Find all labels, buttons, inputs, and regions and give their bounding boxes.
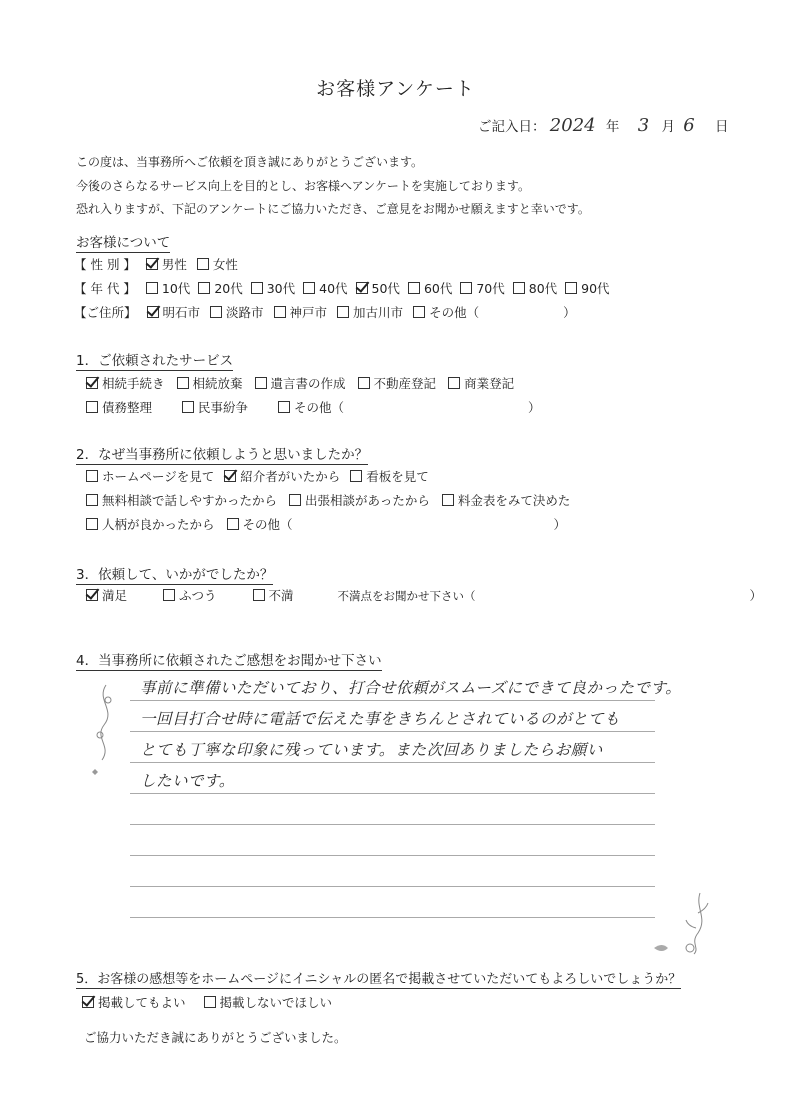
q3-complaint-label: 不満点をお聞かせ下さい（ — [337, 589, 476, 603]
option-label: 50代 — [371, 281, 400, 296]
option-label: 掲載してもよい — [98, 995, 186, 1010]
checked-box-icon[interactable] — [86, 377, 98, 389]
option-checkbox[interactable] — [86, 515, 215, 533]
checked-box-icon[interactable] — [224, 470, 236, 482]
option-checkbox[interactable] — [358, 374, 437, 392]
option-label: 商業登記 — [464, 376, 515, 391]
option-label: 民事紛争 — [198, 400, 249, 415]
answer-line-1 — [130, 700, 655, 701]
q5-row — [82, 993, 350, 1011]
unchecked-box-icon[interactable] — [197, 258, 209, 270]
option-label: 看板を見て — [366, 469, 429, 484]
intro-line-1: この度は、当事務所へご依頼を頂き誠にありがとうございます。 — [76, 155, 424, 169]
option-checkbox[interactable] — [86, 374, 165, 392]
unchecked-box-icon[interactable] — [408, 282, 420, 294]
option-label: 60代 — [423, 281, 453, 296]
unchecked-box-icon[interactable] — [86, 470, 98, 482]
option-label: その他（ — [242, 517, 293, 532]
intro-line-3: 恐れ入りますが、下記のアンケートにご協力いただき、ご意見をお聞かせ願えますと幸いです。 — [76, 202, 590, 216]
unchecked-box-icon[interactable] — [460, 282, 472, 294]
answer-line-2 — [130, 731, 655, 732]
closing-message: ご協力いただき誠にありがとうございました。 — [84, 1030, 347, 1045]
unchecked-box-icon[interactable] — [177, 377, 189, 389]
option-checkbox[interactable] — [197, 255, 238, 273]
answer-line-4 — [130, 793, 655, 794]
q3-heading: 3．依頼して、いかがでしたか？ — [76, 563, 273, 585]
date-label: ご記入日： — [478, 119, 546, 135]
unchecked-box-icon[interactable] — [210, 306, 222, 318]
q2-row-3 — [86, 515, 566, 533]
option-label: 女性 — [212, 257, 238, 272]
option-label: その他（ — [429, 305, 480, 320]
option-checkbox[interactable] — [82, 993, 186, 1011]
q1-other-close: ） — [528, 400, 541, 415]
q1-heading: 1．ご依頼されたサービス — [76, 349, 233, 371]
q4-heading: 4．当事務所に依頼されたご感想をお聞かせ下さい — [76, 649, 382, 671]
option-checkbox[interactable] — [513, 279, 557, 297]
checked-box-icon[interactable] — [356, 282, 368, 294]
page-title: お客様アンケート — [316, 78, 475, 100]
option-label: 掲載しないでほしい — [219, 995, 333, 1010]
option-label: 不満 — [268, 588, 294, 603]
date-month: 3 — [637, 115, 650, 136]
option-label: 料金表をみて決めた — [457, 493, 571, 508]
option-label: 出張相談があったから — [305, 493, 430, 508]
option-checkbox[interactable] — [565, 279, 609, 297]
unchecked-box-icon[interactable] — [358, 377, 370, 389]
q3-complaint-close: ） — [749, 588, 763, 603]
unchecked-box-icon[interactable] — [448, 377, 460, 389]
option-label: 紹介者がいたから — [240, 469, 341, 484]
date-month-unit: 月 — [661, 119, 675, 135]
option-label: 相続手続き — [102, 376, 165, 391]
unchecked-box-icon[interactable] — [442, 494, 454, 506]
answer-text-1: 事前に準備いただいており、打合せ依頼がスムーズにできて良かったです。 — [140, 679, 682, 697]
q2-row-1 — [86, 467, 439, 485]
option-checkbox[interactable] — [251, 279, 295, 297]
answer-text-4: したいです。 — [140, 772, 235, 790]
option-label: 90代 — [581, 281, 610, 296]
answer-line-8 — [130, 917, 655, 918]
q2-other-close: ） — [553, 517, 567, 532]
option-label: 淡路市 — [226, 305, 264, 320]
unchecked-box-icon[interactable] — [513, 282, 525, 294]
gender-label: 【 性 別 】 — [74, 257, 136, 272]
residence-other-close: ） — [563, 305, 576, 320]
option-label: 70代 — [476, 281, 505, 296]
intro-line-2: 今後のさらなるサービス向上を目的とし、お客様へアンケートを実施しております。 — [76, 179, 530, 193]
checked-box-icon[interactable] — [82, 996, 94, 1008]
answer-line-6 — [130, 855, 655, 856]
option-checkbox[interactable] — [198, 279, 242, 297]
option-label: 20代 — [214, 281, 243, 296]
option-checkbox[interactable] — [278, 398, 344, 416]
date-day-unit: 日 — [715, 119, 729, 135]
unchecked-box-icon[interactable] — [227, 518, 239, 530]
unchecked-box-icon[interactable] — [251, 282, 263, 294]
age-label: 【 年 代 】 — [74, 281, 136, 296]
unchecked-box-icon[interactable] — [198, 282, 210, 294]
option-label: 80代 — [528, 281, 558, 296]
answer-text-2: 一回目打合せ時に電話で伝えた事をきちんとされているのがとても — [140, 710, 621, 728]
option-label: 相続放棄 — [192, 376, 243, 391]
option-checkbox[interactable] — [86, 398, 152, 416]
q2-heading: 2．なぜ当事務所に依頼しようと思いましたか？ — [76, 443, 368, 465]
option-checkbox[interactable] — [227, 515, 293, 533]
option-label: 10代 — [161, 281, 191, 296]
option-checkbox[interactable] — [146, 279, 190, 297]
option-checkbox[interactable] — [255, 374, 346, 392]
option-checkbox[interactable] — [163, 586, 217, 604]
option-label: ふつう — [179, 588, 217, 603]
unchecked-box-icon[interactable] — [204, 996, 216, 1008]
answer-text-3: とても丁寧な印象に残っています。また次回ありましたらお願い — [140, 741, 603, 759]
option-checkbox[interactable] — [253, 586, 294, 604]
option-label: 債務整理 — [102, 400, 153, 415]
unchecked-box-icon[interactable] — [255, 377, 267, 389]
option-label: 人柄が良かったから — [102, 517, 215, 532]
option-checkbox[interactable] — [224, 467, 340, 485]
date-day: 6 — [683, 115, 695, 136]
q2-row-2 — [86, 491, 582, 509]
option-checkbox[interactable] — [274, 303, 328, 321]
age-row — [74, 279, 618, 297]
unchecked-box-icon[interactable] — [303, 282, 315, 294]
unchecked-box-icon[interactable] — [86, 401, 98, 413]
option-label: 満足 — [102, 588, 128, 603]
option-label: ホームページを見て — [102, 469, 215, 484]
option-checkbox[interactable] — [182, 398, 248, 416]
option-label: 40代 — [319, 281, 348, 296]
unchecked-box-icon[interactable] — [253, 589, 265, 601]
q1-row-2 — [86, 398, 541, 416]
date-year: 2024 — [549, 115, 596, 136]
option-checkbox[interactable] — [204, 993, 333, 1011]
unchecked-box-icon[interactable] — [163, 589, 175, 601]
gender-row — [74, 255, 248, 273]
option-label: その他（ — [294, 400, 345, 415]
unchecked-box-icon[interactable] — [182, 401, 194, 413]
date-year-unit: 年 — [605, 119, 620, 135]
option-label: 加古川市 — [353, 305, 404, 320]
q5-heading: 5．お客様の感想等をホームページにイニシャルの匿名で掲載させていただいてもよろしいでしょうか？ — [76, 968, 681, 989]
unchecked-box-icon[interactable] — [278, 401, 290, 413]
option-checkbox[interactable] — [337, 303, 403, 321]
option-checkbox[interactable] — [442, 491, 571, 509]
option-label: 神戸市 — [289, 305, 328, 320]
unchecked-box-icon[interactable] — [86, 518, 98, 530]
option-checkbox[interactable] — [460, 279, 504, 297]
option-label: 遺言書の作成 — [270, 376, 346, 391]
checked-box-icon[interactable] — [86, 589, 98, 601]
option-label: 不動産登記 — [373, 376, 437, 391]
q3-row — [86, 586, 762, 604]
checked-box-icon[interactable] — [147, 306, 159, 318]
unchecked-box-icon[interactable] — [337, 306, 349, 318]
answer-line-5 — [130, 824, 655, 825]
option-label: 明石市 — [162, 305, 201, 320]
option-checkbox[interactable] — [289, 491, 430, 509]
answer-line-7 — [130, 886, 655, 887]
entry-date — [478, 115, 729, 136]
option-checkbox[interactable] — [86, 491, 277, 509]
about-heading: お客様について — [76, 231, 170, 253]
option-label: 無料相談で話しやすかったから — [102, 493, 278, 508]
unchecked-box-icon[interactable] — [86, 494, 98, 506]
floral-ornament-icon-2 — [650, 888, 720, 958]
checked-box-icon[interactable] — [146, 258, 158, 270]
option-checkbox[interactable] — [408, 279, 452, 297]
unchecked-box-icon[interactable] — [289, 494, 301, 506]
unchecked-box-icon[interactable] — [146, 282, 158, 294]
option-checkbox[interactable] — [177, 374, 243, 392]
option-checkbox[interactable] — [350, 467, 429, 485]
q1-row-1 — [86, 374, 526, 392]
option-checkbox[interactable] — [356, 279, 400, 297]
option-label: 30代 — [266, 281, 296, 296]
option-checkbox[interactable] — [413, 303, 479, 321]
unchecked-box-icon[interactable] — [413, 306, 425, 318]
floral-ornament-icon — [86, 680, 126, 780]
unchecked-box-icon[interactable] — [350, 470, 362, 482]
unchecked-box-icon[interactable] — [565, 282, 577, 294]
residence-label: 【ご住所】 — [74, 305, 137, 320]
answer-line-3 — [130, 762, 655, 763]
option-checkbox[interactable] — [146, 255, 187, 273]
option-checkbox[interactable] — [448, 374, 514, 392]
option-checkbox[interactable] — [86, 586, 127, 604]
unchecked-box-icon[interactable] — [274, 306, 286, 318]
option-checkbox[interactable] — [210, 303, 264, 321]
option-checkbox[interactable] — [147, 303, 201, 321]
option-checkbox[interactable] — [86, 467, 214, 485]
residence-row — [74, 303, 576, 321]
option-label: 男性 — [161, 257, 187, 272]
option-checkbox[interactable] — [303, 279, 347, 297]
